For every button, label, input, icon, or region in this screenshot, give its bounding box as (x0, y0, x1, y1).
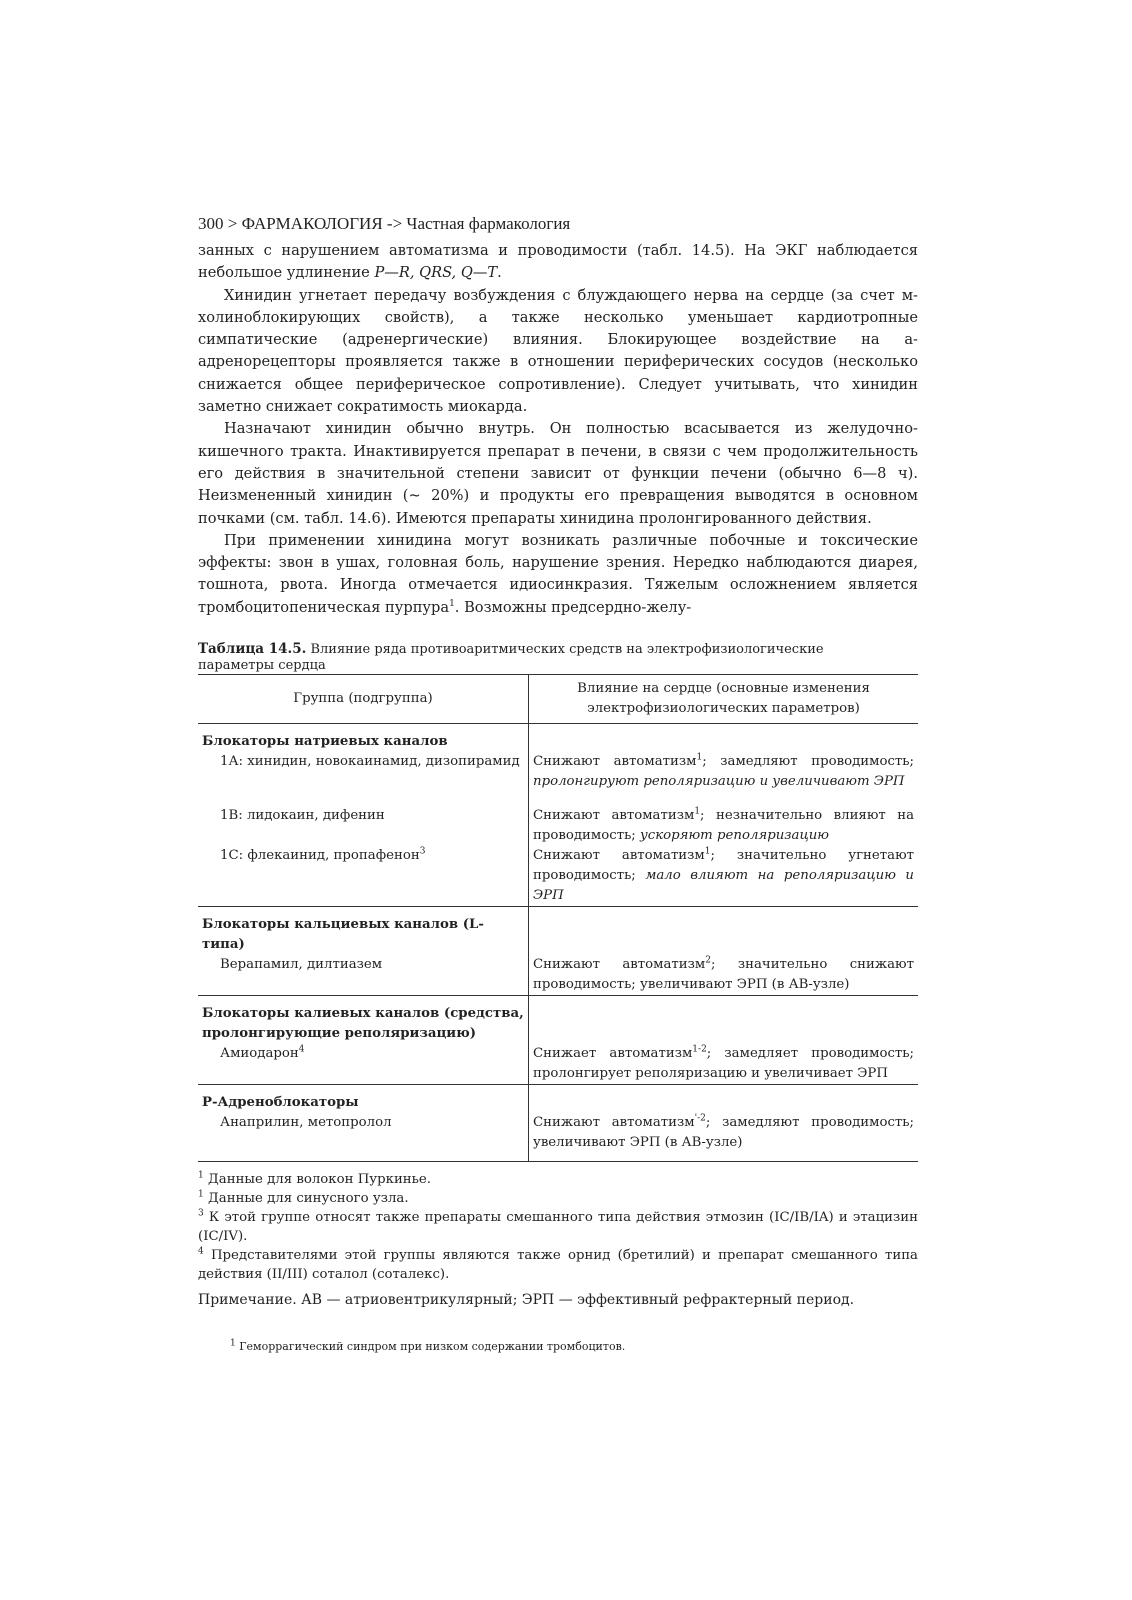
table-row-label: 1А: хинидин, новокаинамид, дизопирамид (198, 752, 529, 792)
table-note: Примечание. АВ — атриовентрикулярный; ЭРП — эффективный рефрактерный период. (198, 1292, 855, 1309)
paragraph-4: При применении хинидина могут возникать различные побочные и токсические эффекты: звон в ушах, головная боль, нарушение зрения. Нередко наблюдаются диарея, тошнота, рвота. Иногда отмечается идиосинкразия. Тяжелым осложнением является тромбоцитопеническая пурпура$^1$. Возможны предсердно-желу- (198, 531, 918, 616)
drug-effects-table (198, 674, 918, 1162)
group-name: Блокаторы натриевых каналов (198, 724, 529, 753)
footnote: $^4$ Представителями этой группы являются также орнид (бретилий) и препарат смешанного типа действия (II/III) соталол (соталекс). (198, 1246, 918, 1283)
table-row-label: 1В: лидокаин, дифенин (198, 806, 529, 846)
table-row-effect: Снижают автоматизм$^{'-2}$; замедляют проводимость; увеличивают ЭРП (в АВ-узле) (529, 1113, 919, 1162)
table-row-label: 1С: флекаинид, пропафенон$^3$ (198, 846, 529, 907)
table-row-label: Амиодарон$^4$ (198, 1044, 529, 1085)
paragraph-2: Хинидин угнетает передачу возбуждения с блуждающего нерва на сердце (за счет м-холиноблокирующих свойств), а также несколько уменьшает кардиотропные симпатические (адренергические) влияния. Блокирующее воздействие на а-адренорецепторы проявляется также в отношении периферических сосудов (несколько снижается общее периферическое сопротивление). Следует учитывать, что хинидин заметно снижает сократимость миокарда. (198, 286, 918, 416)
footnote: $^3$ К этой группе относят также препараты смешанного типа действия этмозин (IC/IB/IA) и этацизин (IC/IV). (198, 1208, 918, 1245)
table-row-label: Верапамил, дилтиазем (198, 955, 529, 996)
column-header-effect: Влияние на сердце (основные изменения электрофизиологических параметров) (529, 675, 919, 724)
table-row-effect: Снижают автоматизм$^1$; замедляют проводимость; пролонгируют реполяризацию и увеличивают ЭРП (533, 752, 914, 790)
paragraph-1: занных с нарушением автоматизма и проводимости (табл. 14.5). На ЭКГ наблюдается небольшое удлинение P—R, QRS, Q—T. (198, 242, 918, 282)
page-footnote: $^1$ Геморрагический синдром при низком содержании тромбоцитов. (230, 1338, 626, 1353)
table-caption-text: Влияние ряда противоаритмических средств на электрофизиологические параметры сердца (198, 642, 824, 674)
column-header-group: Группа (подгруппа) (198, 675, 529, 724)
table-caption (198, 641, 838, 674)
table-footnotes (198, 1170, 918, 1284)
table-row-effect: Снижает автоматизм$^{1-2}$; замедляет проводимость; пролонгирует реполяризацию и увеличивает ЭРП (533, 1044, 914, 1082)
table-row-effect: Снижают автоматизм$^2$; значительно снижают проводимость; увеличивают ЭРП (в АВ-узле) (533, 955, 914, 993)
table-row-effect: Снижают автоматизм$^1$; значительно угнетают проводимость; мало влияют на реполяризацию и ЭРП (533, 846, 915, 904)
table-caption-label: Таблица 14.5. (198, 641, 307, 658)
group-name: Блокаторы калиевых каналов (средства, пролонгирующие реполяризацию) (198, 996, 529, 1045)
group-name: Р-Адреноблокаторы (198, 1085, 529, 1114)
footnote: $^1$ Данные для волокон Пуркинье. (198, 1170, 432, 1188)
paragraph-3: Назначают хинидин обычно внутрь. Он полностью всасывается из желудочно-кишечного тракта. Инактивируется препарат в печени, в связи с чем продолжительность его действия в значительной степени зависит от функции печени (обычно 6—8 ч). Неизмененный хинидин (~ 20%) и продукты его превращения выводятся в основном почками (см. табл. 14.6). Имеются препараты хинидина пролонгированного действия. (198, 420, 918, 527)
footnote: $^1$ Данные для синусного узла. (198, 1189, 409, 1207)
running-header: 300 > ФАРМАКОЛОГИЯ -> Частная фармакология (198, 214, 571, 233)
page (198, 214, 918, 1310)
table-row-label: Анаприлин, метопролол (198, 1113, 529, 1162)
group-name: Блокаторы кальциевых каналов (L-типа) (198, 907, 529, 956)
table-row-effect: Снижают автоматизм$^1$; незначительно влияют на проводимость; ускоряют реполяризацию (533, 806, 914, 844)
